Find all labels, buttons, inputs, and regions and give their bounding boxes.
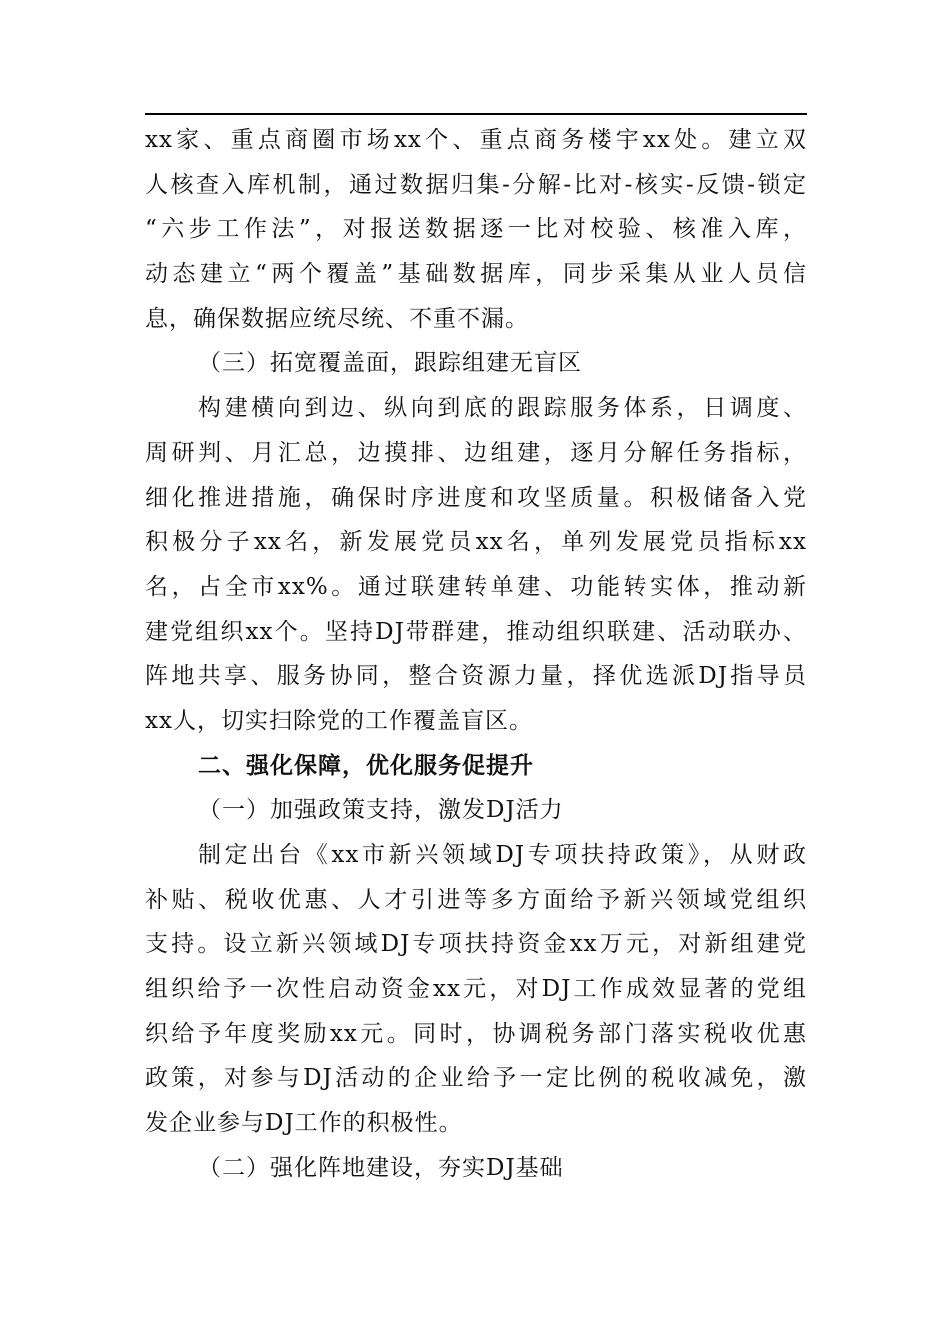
body-text-line: “六步工作法”，对报送数据逐一比对校验、核准入库， <box>145 216 807 243</box>
body-text-line: 织给予年度奖励xx元。同时，协调税务部门落实税收优惠 <box>145 1020 807 1047</box>
body-text-line: xx家、重点商圈市场xx个、重点商务楼宇xx处。建立双 <box>145 127 807 153</box>
body-text-line: 动态建立“两个覆盖”基础数据库，同步采集从业人员信 <box>145 261 807 288</box>
subsection-heading: （三）拓宽覆盖面，跟踪组建无盲区 <box>198 350 582 377</box>
section-heading: 二、强化保障，优化服务促提升 <box>198 752 534 779</box>
body-text-line: 阵地共享、服务协同，整合资源力量，择优选派DJ指导员 <box>145 663 807 690</box>
body-text-line: 支持。设立新兴领域DJ专项扶持资金xx万元，对新组建党 <box>145 931 807 958</box>
document-body <box>145 118 807 1191</box>
body-text-line: 细化推进措施，确保时序进度和攻坚质量。积极储备入党 <box>145 484 807 511</box>
body-text-line: 补贴、税收优惠、人才引进等多方面给予新兴领域党组织 <box>145 886 807 913</box>
subsection-heading: （一）加强政策支持，激发DJ活力 <box>198 797 564 824</box>
body-text-line: 政策，对参与DJ活动的企业给予一定比例的税收减免，激 <box>145 1065 807 1092</box>
body-text-line: 组织给予一次性启动资金xx元，对DJ工作成效显著的党组 <box>145 976 807 1003</box>
body-text-line: 息，确保数据应统尽统、不重不漏。 <box>145 305 529 332</box>
header-rule <box>145 113 807 115</box>
body-text-line: 建党组织xx个。坚持DJ带群建，推动组织联建、活动联办、 <box>145 618 807 645</box>
body-text-line: 周研判、月汇总，边摸排、边组建，逐月分解任务指标， <box>145 439 807 466</box>
body-text-line: xx人，切实扫除党的工作覆盖盲区。 <box>145 707 533 734</box>
subsection-heading: （二）强化阵地建设，夯实DJ基础 <box>198 1154 564 1181</box>
body-text-line: 积极分子xx名，新发展党员xx名，单列发展党员指标xx <box>145 529 807 556</box>
body-text-line: 人核查入库机制，通过数据归集-分解-比对-核实-反馈-锁定 <box>145 171 807 198</box>
paragraph-first-line: 构建横向到边、纵向到底的跟踪服务体系，日调度、 <box>198 395 807 422</box>
paragraph-first-line: 制定出台《xx市新兴领域DJ专项扶持政策》，从财政 <box>198 842 807 868</box>
body-text-line: 发企业参与DJ工作的积极性。 <box>145 1110 463 1137</box>
body-text-line: 名，占全市xx%。通过联建转单建、功能转实体，推动新 <box>145 573 807 600</box>
